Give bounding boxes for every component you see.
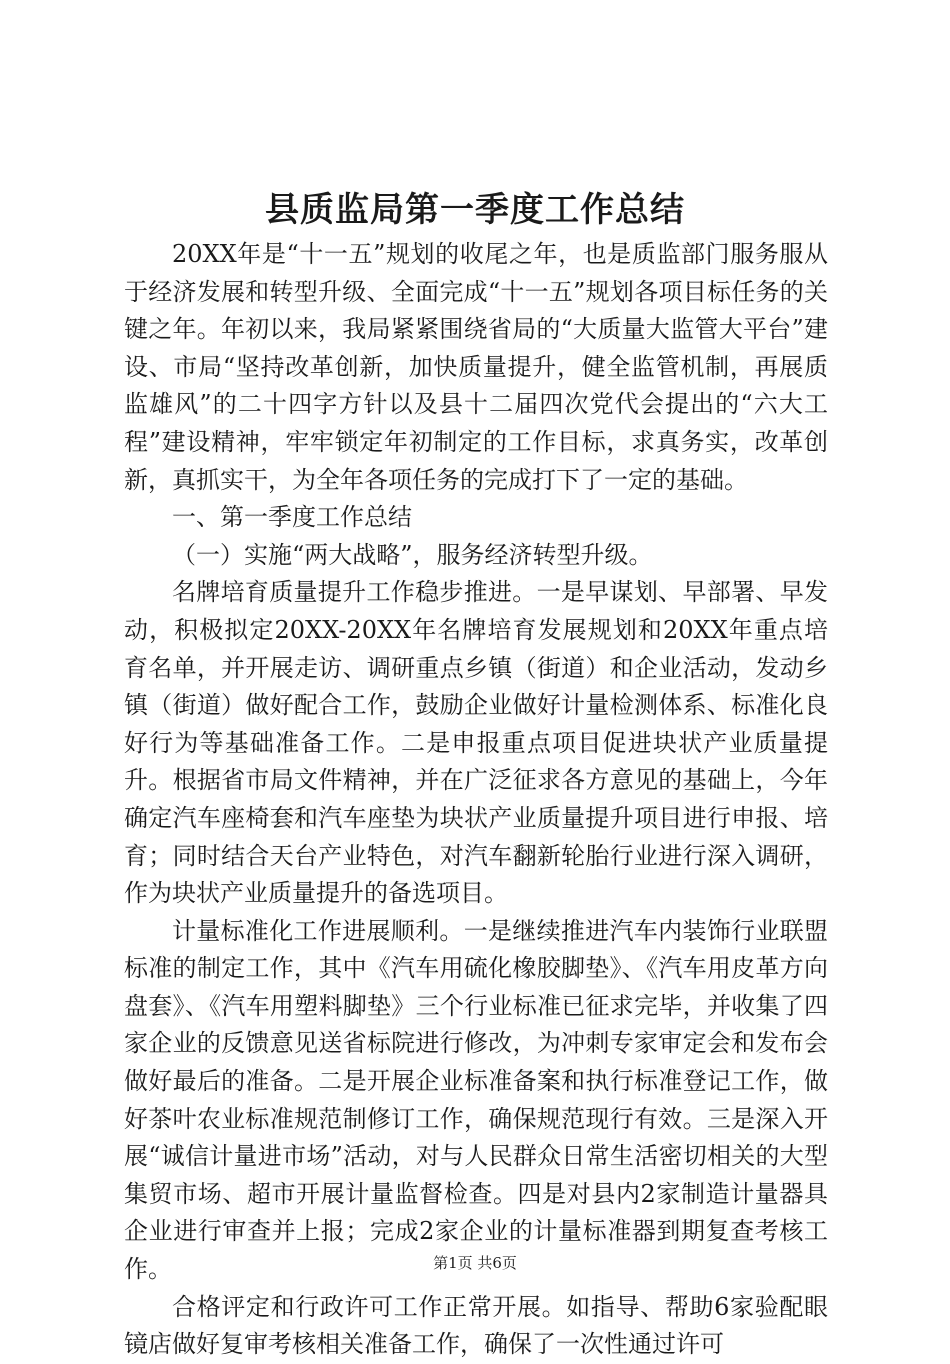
document-title: 县质监局第一季度工作总结 [265, 190, 685, 230]
paragraph-brand-cultivation: 名牌培育质量提升工作稳步推进。一是早谋划、早部署、早发动，积极拟定20XX-20XX年名牌培育发展规划和20XX年重点培育名单，并开展走访、调研重点乡镇（街道）和企业活动，发动乡镇（街道）做好配合工作，鼓励企业做好计量检测体系、标准化良好行为等基础准备工作。二是申报重点项目促进块状产业质量提升。根据省市局文件精神，并在广泛征求各方意见的基础上，今年确定汽车座椅套和汽车座垫为块状产业质量提升项目进行申报、培育；同时结合天台产业特色，对汽车翻新轮胎行业进行深入调研，作为块状产业质量提升的备选项目。 [124, 578, 828, 908]
section-heading: 一、第一季度工作总结 [172, 503, 412, 532]
page-footer: 第1页 共6页 [433, 1254, 517, 1272]
paragraph-conformity-licensing: 合格评定和行政许可工作正常开展。如指导、帮助6家验配眼镜店做好复审考核相关准备工作，确保了一次性通过许可 [124, 1292, 828, 1359]
paragraph-intro: 20XX年是“十一五”规划的收尾之年，也是质监部门服务服从于经济发展和转型升级、全面完成“十一五”规划各项目标任务的关键之年。年初以来，我局紧紧围绕省局的“大质量大监管大平台”建设、市局“坚持改革创新，加快质量提升，健全监管机制，再展质监雄风”的二十四字方针以及县十二届四次党代会提出的“六大工程”建设精神，牢牢锁定年初制定的工作目标，求真务实，改革创新，真抓实干，为全年各项任务的完成打下了一定的基础。 [124, 240, 828, 494]
document-body [124, 236, 828, 1364]
paragraph-metrology-standardization: 计量标准化工作进展顺利。一是继续推进汽车内装饰行业联盟标准的制定工作，其中《汽车用硫化橡胶脚垫》、《汽车用皮革方向盘套》、《汽车用塑料脚垫》三个行业标准已征求完毕，并收集了四家企业的反馈意见送省标院进行修改，为冲刺专家审定会和发布会做好最后的准备。二是开展企业标准备案和执行标准登记工作，做好茶叶农业标准规范制修订工作，确保规范现行有效。三是深入开展“诚信计量进市场”活动，对与人民群众日常生活密切相关的大型集贸市场、超市开展计量监督检查。四是对县内2家制造计量器具企业进行审查并上报；完成2家企业的计量标准器到期复查考核工作。 [124, 916, 828, 1284]
subsection-heading: （一）实施“两大战略”，服务经济转型升级。 [172, 540, 653, 569]
